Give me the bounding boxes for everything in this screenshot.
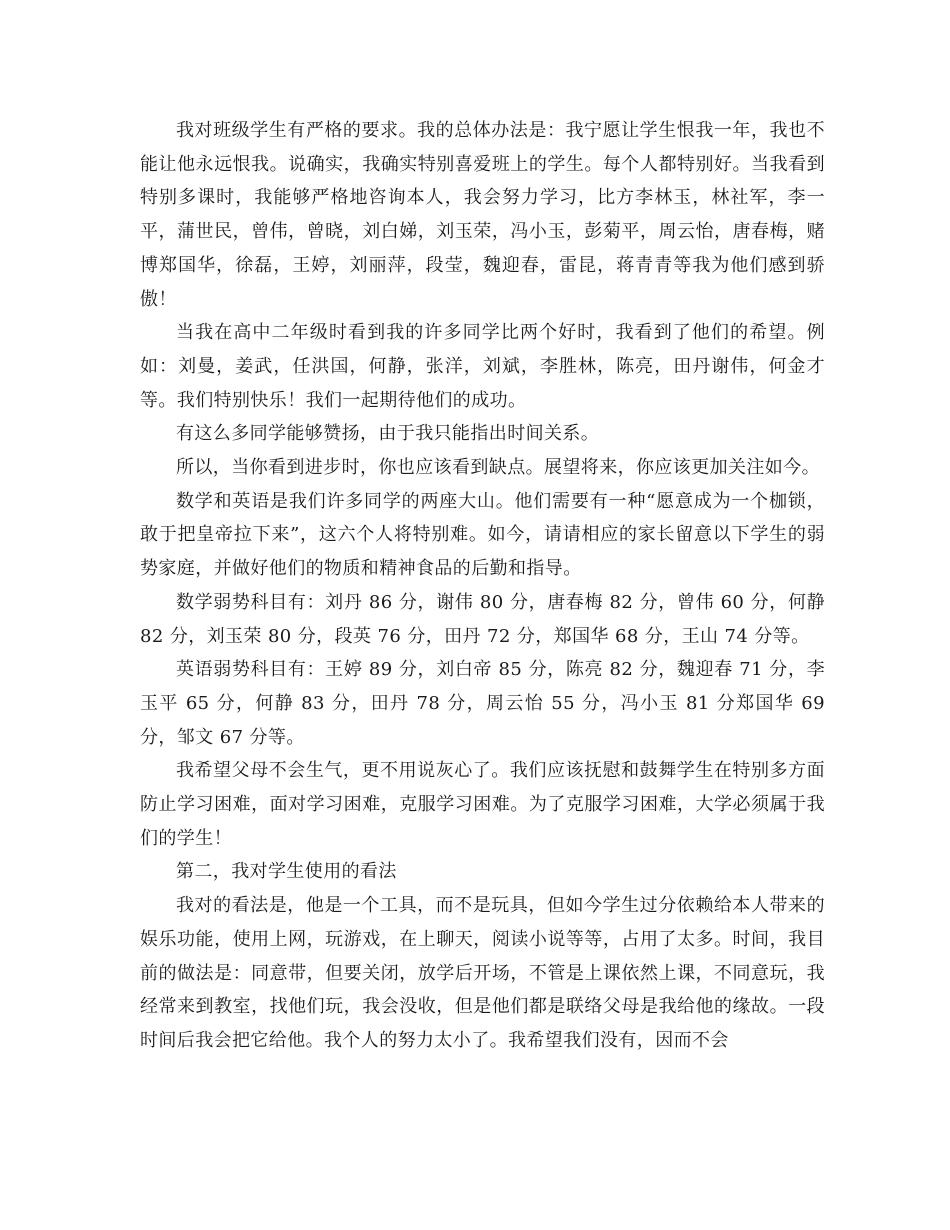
document-page [140,114,825,1058]
paragraph-grade-two-hopes: 当我在高中二年级时看到我的许多同学比两个好时，我看到了他们的希望。例如：刘曼，姜武，任洪国，何静，张洋，刘斌，李胜林，陈亮，田丹谢伟，何金才等。我们特别快乐！我们一起期待他们的成功。 [140,322,825,411]
section-heading-second: 第二，我对学生使用的看法 [176,861,397,883]
paragraph-english-weak-list: 英语弱势科目有：王婷 89 分，刘白帝 85 分，陈亮 82 分，魏迎春 71 分，李玉平 65 分，何静 83 分，田丹 78 分，周云怡 55 分，冯小玉 81 分郑国华 69 分，邹文 67 分等。 [140,659,825,748]
paragraph-strict-requirements: 我对班级学生有严格的要求。我的总体办法是：我宁愿让学生恨我一年，我也不能让他永远恨我。说确实，我确实特别喜爱班上的学生。每个人都特别好。当我看到特别多课时，我能够严格地咨询本人，我会努力学习，比方李林玉，林社军，李一平，蒲世民，曾伟，曾晓，刘白娣，刘玉荣，冯小玉，彭菊平，周云怡，唐春梅，赌博郑国华，徐磊，王婷，刘丽萍，段莹，魏迎春，雷昆，蒋青青等我为他们感到骄傲！ [140,120,825,310]
paragraph-phone-usage-view: 我对的看法是，他是一个工具，而不是玩具，但如今学生过分依赖给本人带来的娱乐功能，使用上网，玩游戏，在上聊天，阅读小说等等，占用了太多。时间，我目前的做法是：同意带，但要关闭，放学后开场，不管是上课依然上课，不同意玩，我经常来到教室，找他们玩，我会没收，但是他们都是联络父母是我给他的缘故。一段时间后我会把它给他。我个人的努力太小了。我希望我们没有，因而不会 [140,895,825,1051]
paragraph-parent-encouragement: 我希望父母不会生气，更不用说灰心了。我们应该抚慰和鼓舞学生在特别多方面防止学习困难，面对学习困难，克服学习困难。为了克服学习困难，大学必须属于我们的学生！ [140,760,825,849]
paragraph-math-weak-list: 数学弱势科目有：刘丹 86 分，谢伟 80 分，唐春梅 82 分，曾伟 60 分，何静 82 分，刘玉荣 80 分，段英 76 分，田丹 72 分，郑国华 68 分，王山 74 分等。 [140,591,825,647]
paragraph-look-ahead: 所以，当你看到进步时，你也应该看到缺点。展望将来，你应该更加关注如今。 [176,457,820,479]
paragraph-math-english-mountains: 数学和英语是我们许多同学的两座大山。他们需要有一种“愿意成为一个枷锁，敢于把皇帝拉下来”，这六个人将特别难。如今，请请相应的家长留意以下学生的弱势家庭，并做好他们的物质和精神食品的后勤和指导。 [140,490,825,580]
paragraph-praise-note: 有这么多同学能够赞扬，由于我只能指出时间关系。 [176,423,600,445]
